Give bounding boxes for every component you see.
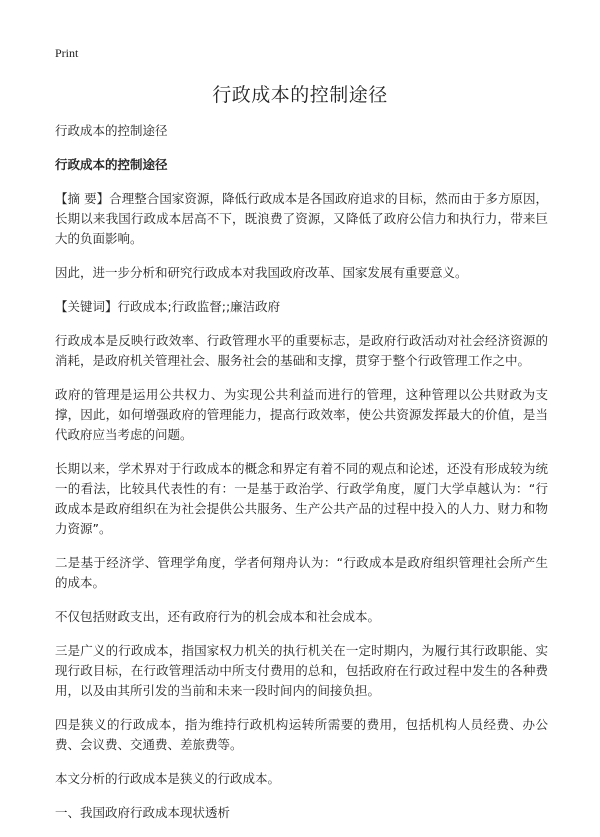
print-link[interactable]: Print [55, 46, 79, 60]
paragraph-3: 政府的管理是运用公共权力、为实现公共利益而进行的管理，这种管理以公共财政为支撑，因此，如何增强政府的管理能力，提高行政效率，使公共资源发挥最大的价值，是当代政府应当考虑的问题。 [55, 387, 548, 442]
keywords-paragraph [55, 297, 548, 317]
abstract-paragraph [55, 189, 548, 249]
paragraph-2: 行政成本是反映行政效率、行政管理水平的重要标志，是政府行政活动对社会经济资源的消耗，是政府机关管理社会、服务社会的基础和支撑，贯穿于整个行政管理工作之中。 [55, 333, 548, 368]
keywords-label: 【关键词】 [55, 299, 118, 314]
paragraph-9: 本文分析的行政成本是狭义的行政成本。 [55, 771, 281, 786]
paragraph-7: 三是广义的行政成本，指国家权力机关的执行机关在一定时期内，为履行其行政职能、实现行政目标，在行政管理活动中所支付费用的总和，包括政府在行政过程中发生的各种费用，以及由其所引发的当前和未来一段时间内的间接负担。 [55, 643, 548, 698]
document-heading: 行政成本的控制途径 [55, 157, 168, 172]
keywords-text: 行政成本;行政监督;;廉洁政府 [117, 299, 281, 314]
paragraph-6: 不仅包括财政支出，还有政府行为的机会成本和社会成本。 [55, 609, 381, 624]
abstract-label: 【摘 要】 [55, 191, 110, 206]
abstract-text: 合理整合国家资源，降低行政成本是各国政府追求的目标，然而由于多方原因，长期以来我国行政成本居高不下，既浪费了资源，又降低了政府公信力和执行力，带来巨大的负面影响。 [55, 191, 548, 246]
document-title: 行政成本的控制途径 [212, 84, 388, 106]
paragraph-5: 二是基于经济学、管理学角度，学者何翔舟认为：“行政成本是政府组织管理社会所产生的成本。 [55, 555, 548, 590]
paragraph-8: 四是狭义的行政成本，指为维持行政机构运转所需要的费用，包括机构人员经费、办公费、会议费、交通费、差旅费等。 [55, 717, 548, 752]
document-subtitle: 行政成本的控制途径 [55, 123, 168, 138]
paragraph-4: 长期以来，学术界对于行政成本的概念和界定有着不同的观点和论述，还没有形成较为统一的看法，比较具代表性的有：一是基于政治学、行政学角度，厦门大学卓越认为：“行政成本是政府组织在为社会提供公共服务、生产公共产品的过程中投入的人力、财力和物力资源”。 [55, 461, 548, 536]
section-heading: 一、我国政府行政成本现状透析 [55, 805, 231, 820]
document-body [55, 121, 548, 837]
paragraph-1: 因此，进一步分析和研究行政成本对我国政府改革、国家发展有重要意义。 [55, 265, 468, 280]
